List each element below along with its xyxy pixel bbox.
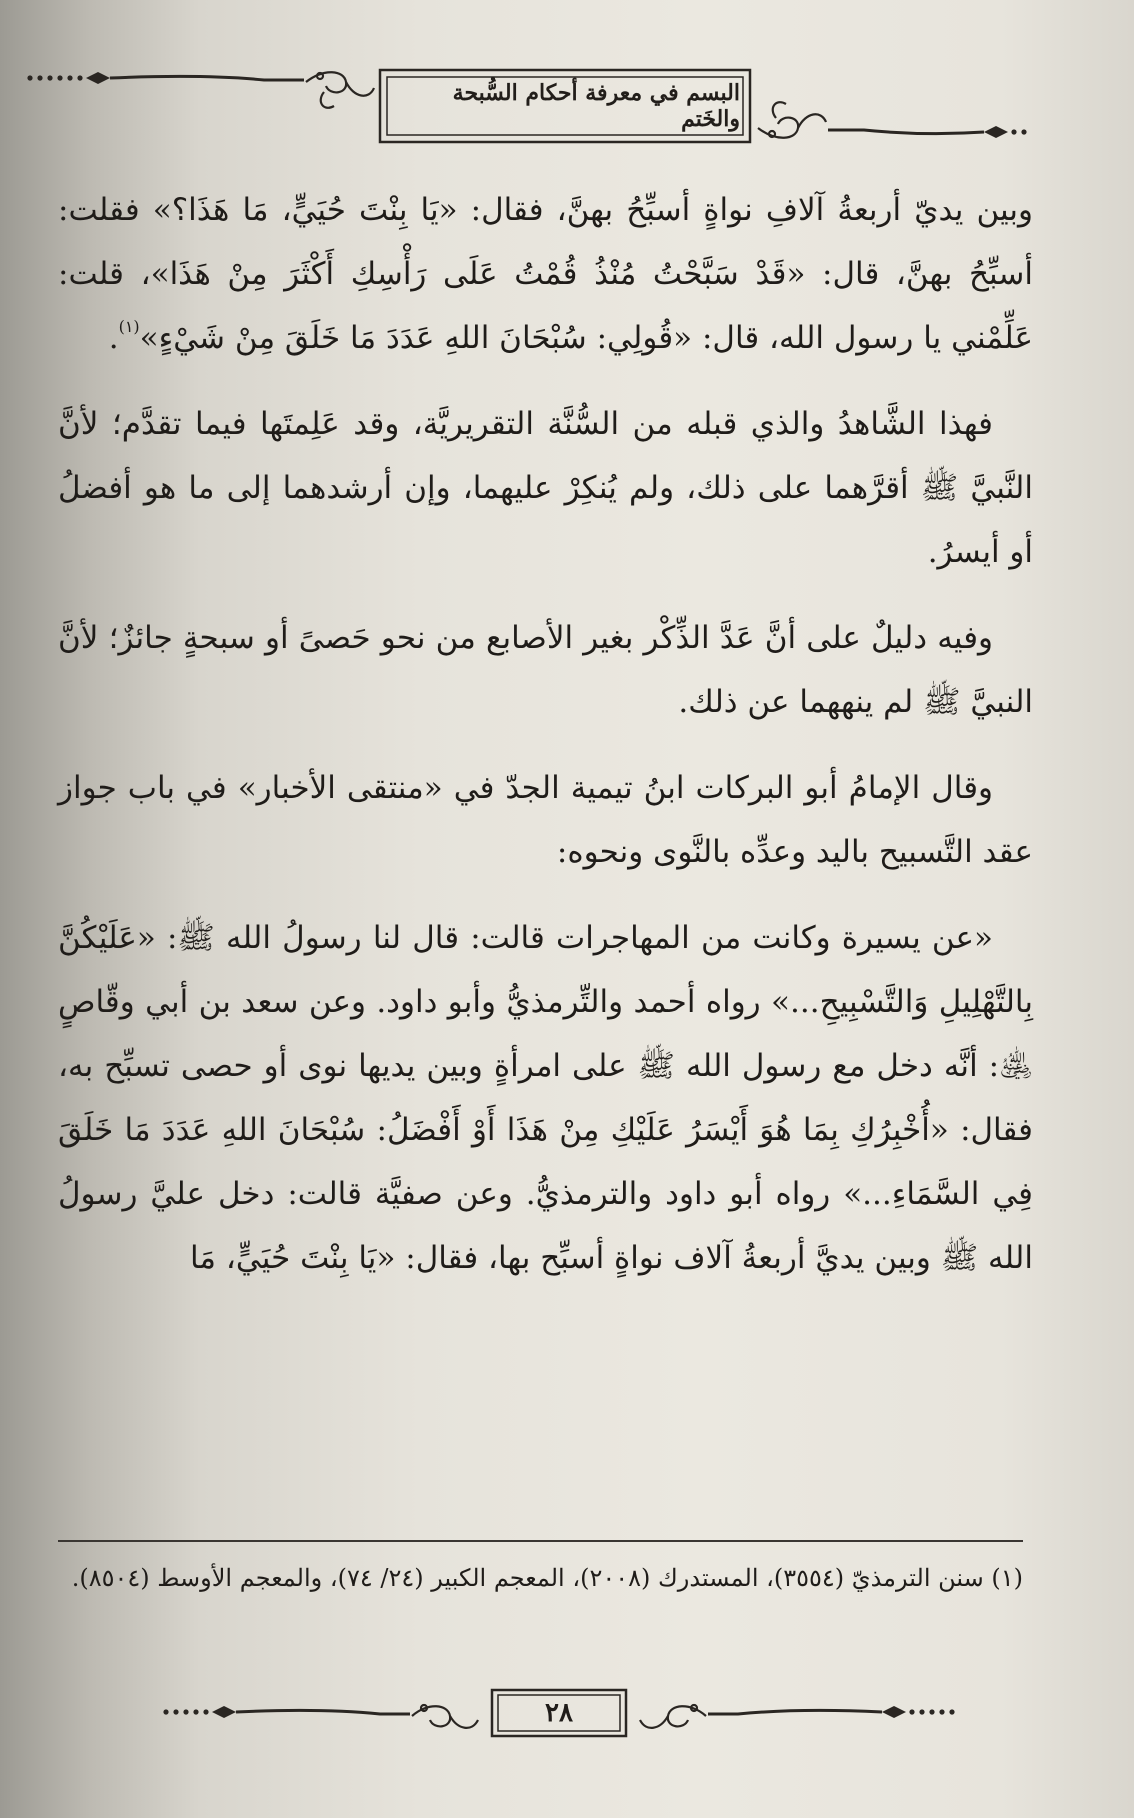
footnote: (١) سنن الترمذيّ (٣٥٥٤)، المستدرك (٢٠٠٨)، المعجم الكبير (٢٤/ ٧٤)، والمعجم الأوسط (٨٥٠٤). <box>71 1564 1023 1592</box>
paragraph-2: فهذا الشَّاهدُ والذي قبله من السُّنَّة التقريريَّة، وقد عَلِمتَها فيما تقدَّم؛ لأنَّ النَّبيَّ ﷺ أقرَّهما على ذلك، ولم يُنكِرْ عليهما، وإن أرشدهما إلى ما هو أفضلُ أو أيسرُ. <box>58 406 1033 570</box>
page-number: ٢٨ <box>545 1698 573 1728</box>
main-text <box>58 178 1033 1312</box>
header-title: البسم في معرفة أحكام السُّبحة والخَتم <box>452 80 740 132</box>
footnote-divider <box>58 1540 1023 1542</box>
paragraph-4: وقال الإمامُ أبو البركات ابنُ تيمية الجدّ في «منتقى الأخبار» في باب جواز عقد التَّسبيح باليد وعدِّه بالنَّوى ونحوه: <box>58 770 1033 870</box>
paragraph-5: «عن يسيرة وكانت من المهاجرات قالت: قال لنا رسولُ الله ﷺ: «عَلَيْكُنَّ بِالتَّهْلِيلِ وَالتَّسْبِيحِ...» رواه أحمد والتِّرمذيُّ وأبو داود. وعن سعد بن أبي وقّاصٍ ﵁: أنَّه دخل مع رسول الله ﷺ على امرأةٍ وبين يديها نوى أو حصى تسبِّح به، فقال: «أُخْبِرُكِ بِمَا هُوَ أَيْسَرُ عَلَيْكِ مِنْ هَذَا أَوْ أَفْضَلُ: سُبْحَانَ اللهِ عَدَدَ مَا خَلَقَ فِي السَّمَاءِ...» رواه أبو داود والترمذيُّ. وعن صفيَّة قالت: دخل عليَّ رسولُ الله ﷺ وبين يديَّ أربعةُ آلاف نواةٍ أسبِّح بها، فقال: «يَا بِنْتَ حُيَيٍّ، مَا <box>58 920 1033 1276</box>
paragraph-3: وفيه دليلٌ على أنَّ عَدَّ الذِّكْر بغير الأصابع من نحو حَصىً أو سبحةٍ جائزٌ؛ لأنَّ النبيَّ ﷺ لم ينههما عن ذلك. <box>58 620 1033 720</box>
paragraph-1: وبين يديّ أربعةُ آلافِ نواةٍ أسبِّحُ بهنَّ، فقال: «يَا بِنْتَ حُيَيٍّ، مَا هَذَا؟» فقلت: أسبِّحُ بهنَّ، قال: «قَدْ سَبَّحْتُ مُنْذُ قُمْتُ عَلَى رَأْسِكِ أَكْثَرَ مِنْ هَذَا»، قلت: عَلِّمْني يا رسول الله، قال: «قُولِي: سُبْحَانَ اللهِ عَدَدَ مَا خَلَقَ مِنْ شَيْءٍ»$^{(١)}$. <box>58 192 1033 356</box>
paragraph-1-text: وبين يديّ أربعةُ آلافِ نواةٍ أسبِّحُ بهنَّ، فقال: «يَا بِنْتَ حُيَيٍّ، مَا هَذَا؟» فقلت: أسبِّحُ بهنَّ، قال: «قَدْ سَبَّحْتُ مُنْذُ قُمْتُ عَلَى رَأْسِكِ أَكْثَرَ مِنْ هَذَا»، قلت: عَلِّمْني يا رسول الله، قال: «قُولِي: سُبْحَانَ اللهِ عَدَدَ مَا خَلَقَ مِنْ شَيْءٍ» <box>58 192 1033 356</box>
page-footer <box>160 1688 980 1748</box>
running-header <box>24 58 1034 158</box>
footnote-marker: (١) <box>118 317 140 336</box>
